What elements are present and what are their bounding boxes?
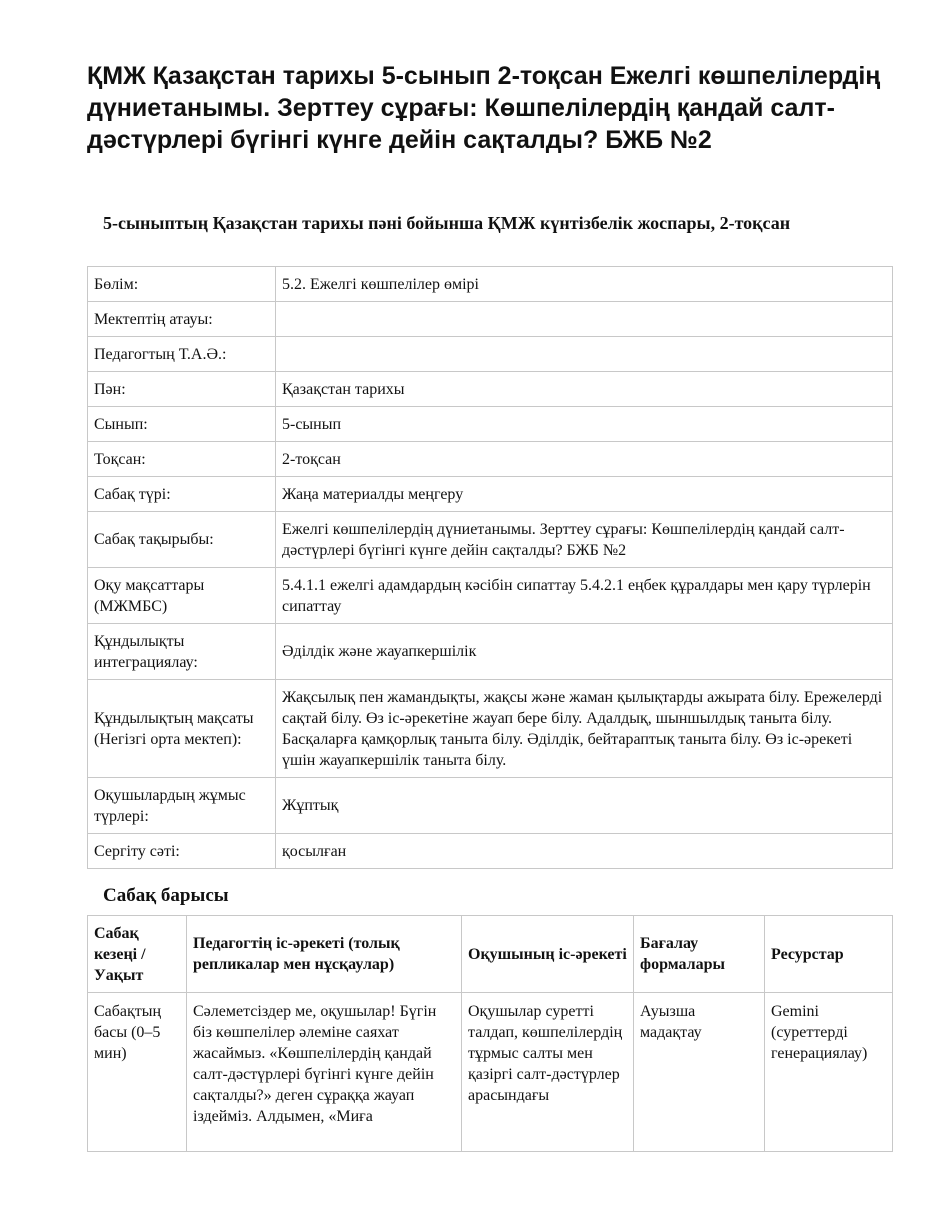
table-row — [88, 993, 893, 1152]
row-label: Сергіту сәті: — [88, 834, 276, 869]
row-label: Сабақ түрі: — [88, 477, 276, 512]
table-row — [88, 442, 893, 477]
row-value: 2-тоқсан — [276, 442, 893, 477]
table-header-row — [88, 916, 893, 993]
section-title: Сабақ барысы — [103, 885, 229, 906]
document-title: ҚМЖ Қазақстан тарихы 5-сынып 2-тоқсан Ежелгі көшпелілердің дүниетанымы. Зерттеу сұрағы: Көшпелілердің қандай салт-дәстүрлері бүгінгі күнге дейін сақталды? БЖБ №2 — [87, 62, 881, 154]
row-value: Жақсылық пен жамандықты, жақсы және жаман қылықтарды ажырата білу. Ережелерді сақтай білу. Өз іс-әрекетіне жауап бере білу. Адалдық, шыншылдық таныта білу. Басқаларға қамқорлық таныта білу. Әділдік, бейтараптық таныта білу. Өз іс-әрекеті үшін жауапкершілік таныта білу. — [276, 680, 893, 778]
row-value — [276, 302, 893, 337]
column-header: Педагогтің іс-әрекеті (толық репликалар мен нұсқаулар) — [187, 916, 462, 993]
table-cell: Ауызша мадақтау — [634, 993, 765, 1152]
row-value: Ежелгі көшпелілердің дүниетанымы. Зерттеу сұрағы: Көшпелілердің қандай салт-дәстүрлері бүгінгі күнге дейін сақталды? БЖБ №2 — [276, 512, 893, 568]
row-label: Пән: — [88, 372, 276, 407]
table-row — [88, 302, 893, 337]
table-row — [88, 337, 893, 372]
row-label: Мектептің атауы: — [88, 302, 276, 337]
table-row — [88, 512, 893, 568]
row-label: Сынып: — [88, 407, 276, 442]
row-label: Құндылықты интеграциялау: — [88, 624, 276, 680]
column-header: Сабақ кезеңі / Уақыт — [88, 916, 187, 993]
row-label: Тоқсан: — [88, 442, 276, 477]
row-label: Бөлім: — [88, 267, 276, 302]
table-row — [88, 568, 893, 624]
lesson-table — [87, 915, 893, 1152]
row-value: қосылған — [276, 834, 893, 869]
table-row — [88, 267, 893, 302]
table-cell: Оқушылар суретті талдап, көшпелілердің тұрмыс салты мен қазіргі салт-дәстүрлер арасындағы — [462, 993, 634, 1152]
row-label: Оқу мақсаттары (МЖМБС) — [88, 568, 276, 624]
row-value: Жаңа материалды меңгеру — [276, 477, 893, 512]
info-table — [87, 266, 893, 869]
table-cell: Gemini (суреттерді генерациялау) — [765, 993, 893, 1152]
row-label: Сабақ тақырыбы: — [88, 512, 276, 568]
column-header: Ресурстар — [765, 916, 893, 993]
table-row — [88, 407, 893, 442]
row-label: Педагогтың Т.А.Ә.: — [88, 337, 276, 372]
table-row — [88, 372, 893, 407]
row-value — [276, 337, 893, 372]
row-value: Әділдік және жауапкершілік — [276, 624, 893, 680]
table-row — [88, 680, 893, 778]
table-row — [88, 778, 893, 834]
document-subtitle: 5-сыныптың Қазақстан тарихы пәні бойынша ҚМЖ күнтізбелік жоспары, 2-тоқсан — [103, 213, 791, 233]
table-cell: Сәлеметсіздер ме, оқушылар! Бүгін біз көшпелілер әлеміне саяхат жасаймыз. «Көшпелілердің қандай салт-дәстүрлері бүгінгі күнге дейін сақталды?» деген сұраққа жауап іздейміз. Алдымен, «Миға — [187, 993, 462, 1152]
row-value: Жұптық — [276, 778, 893, 834]
column-header: Бағалау формалары — [634, 916, 765, 993]
table-row — [88, 624, 893, 680]
table-row — [88, 834, 893, 869]
row-value: 5.4.1.1 ежелгі адамдардың кәсібін сипаттау 5.4.2.1 еңбек құралдары мен қару түрлерін сипаттау — [276, 568, 893, 624]
row-value: Қазақстан тарихы — [276, 372, 893, 407]
column-header: Оқушының іс-әрекеті — [462, 916, 634, 993]
row-value: 5.2. Ежелгі көшпелілер өмірі — [276, 267, 893, 302]
row-label: Оқушылардың жұмыс түрлері: — [88, 778, 276, 834]
table-cell: Сабақтың басы (0–5 мин) — [88, 993, 187, 1152]
row-value: 5-сынып — [276, 407, 893, 442]
row-label: Құндылықтың мақсаты (Негізгі орта мектеп): — [88, 680, 276, 778]
table-row — [88, 477, 893, 512]
